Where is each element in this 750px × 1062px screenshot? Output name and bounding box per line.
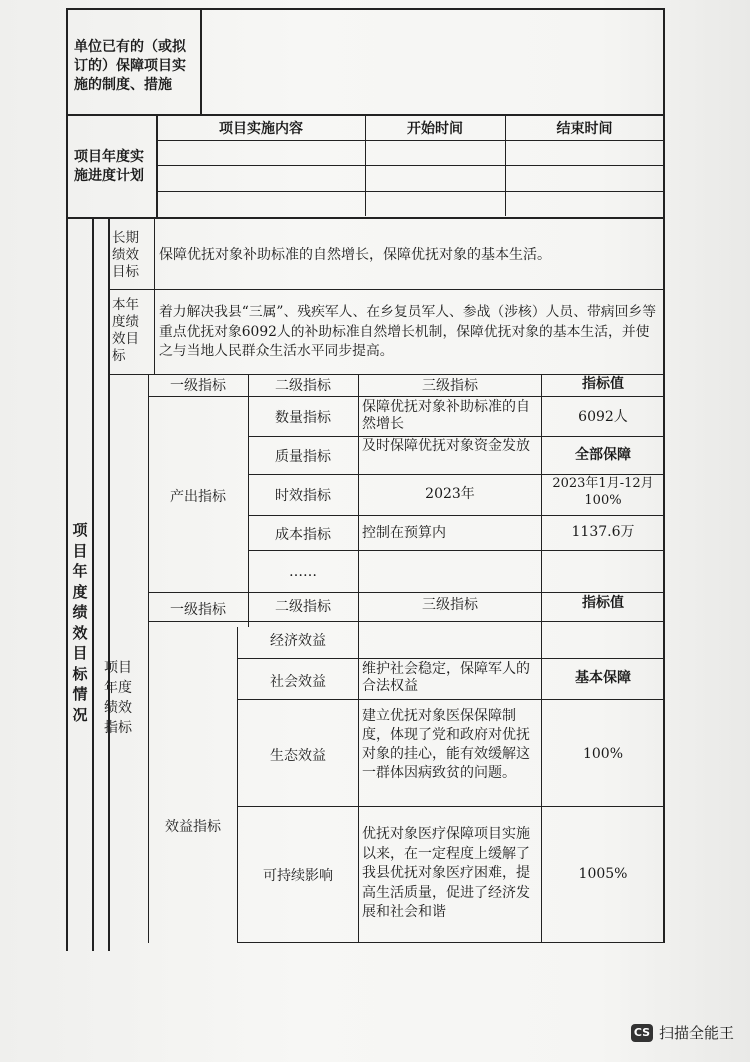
output-l3-0: 保障优抚对象补助标准的自然增长 [362,399,530,432]
output-l3-3: 控制在预算内 [362,525,446,541]
benefit-l3-1: 维护社会稳定，保障军人的合法权益 [362,661,530,694]
cs-logo-icon: CS [631,1024,653,1042]
scanner-watermark [631,1022,734,1043]
schedule-header-end: 结束时间 [556,121,613,137]
output-row-0-bottom [248,436,664,437]
output-value-0: 6092人 [578,409,628,425]
targets-divider-b [154,217,155,375]
frame-left-top [66,8,68,218]
benefit-row-0-bottom [237,658,664,659]
ind-col-4 [541,375,542,943]
targets-divider-a [108,217,110,951]
output-section-bottom [148,592,664,593]
benefit-l2-0: 经济效益 [270,633,326,649]
schedule-bottom [66,217,664,219]
benefit-l2-2: 生态效益 [270,748,326,764]
output-header-l2: 二级指标 [275,378,331,394]
annual-text: 着力解决我县“三属”、残疾军人、在乡复员军人、参战（涉核）人员、带病回乡等重点优抚对象6092人的补助标准自然增长机制，保障优抚对象的基本生活，并使之与当地人民群众生活水平同步提高。 [159,304,656,359]
output-l2-1: 质量指标 [275,449,331,465]
output-value-3: 1137.6万 [571,524,635,540]
output-header-l1: 一级指标 [170,378,226,394]
long-term-bottom [108,289,664,290]
schedule-header-content: 项目实施内容 [219,121,303,137]
output-l2-2: 时效指标 [275,488,331,504]
benefit-header-l1: 一级指标 [170,602,226,618]
frame-top [66,8,664,10]
benefit-l3-3: 优抚对象医疗保障项目实施以来，在一定程度上缓解了我县优抚对象医疗困难，提高生活质量，促进了经济发展和社会和谐 [362,826,530,920]
output-level1: 产出指标 [170,489,226,505]
benefit-row-3-bottom [237,942,664,943]
output-value-1: 全部保障 [575,447,631,463]
long-term-text: 保障优抚对象补助标准的自然增长，保障优抚对象的基本生活。 [159,247,551,263]
targets-section-label: 项目年度绩效目标情况 [72,521,88,724]
measures-label: 单位已有的（或拟订的）保障项目实施的制度、措施 [74,39,186,93]
benefit-value-1: 基本保障 [575,670,631,686]
benefit-value-2: 100% [582,746,624,762]
indicator-col-1 [148,375,149,943]
watermark-text: 扫描全能王 [658,1024,734,1042]
frame-right [663,8,665,943]
output-l2-3: 成本指标 [275,527,331,543]
ind-col-3 [358,375,359,943]
benefit-level1: 效益指标 [165,819,221,835]
targets-left [66,217,68,951]
output-header-l3: 三级指标 [422,378,478,394]
ind-col-2a [248,375,249,627]
output-l3-1: 及时保障优抚对象资金发放 [362,438,530,454]
schedule-row-1 [156,140,664,141]
long-term-label: 长期绩效目标 [112,230,139,280]
output-l2-4: …… [289,564,317,580]
benefit-header-bottom [148,621,664,622]
benefit-header-l2: 二级指标 [275,599,331,615]
ind-header-bottom [148,396,664,397]
annual-label: 本年度绩效目标 [112,297,139,364]
benefit-l2-1: 社会效益 [270,674,326,690]
schedule-header-start: 开始时间 [407,121,463,137]
indicator-label: 项目年度绩效指标 [104,660,132,736]
output-row-3-bottom [248,550,664,551]
output-l2-0: 数量指标 [275,410,331,426]
output-l3-2: 2023年 [425,486,475,502]
benefit-value-3: 1005% [578,866,628,882]
output-value-2: 2023年1月-12月 100% [552,476,654,508]
measures-divider [200,8,202,114]
benefit-l3-2: 建立优抚对象医保保障制度，体现了党和政府对优抚对象的挂心，能有效缓解这一群体因病致贫的问题。 [362,708,530,781]
schedule-row-3 [156,191,664,192]
schedule-row-2 [156,165,664,166]
benefit-header-value: 指标值 [582,595,624,611]
ind-col-2b [237,627,238,943]
benefit-header-l3: 三级指标 [422,597,478,613]
benefit-row-2-bottom [237,806,664,807]
output-header-value: 指标值 [582,376,624,392]
schedule-label: 项目年度实施进度计划 [74,149,144,184]
benefit-row-1-bottom [237,699,664,700]
benefit-l2-3: 可持续影响 [263,868,333,884]
targets-divider-inner [92,217,94,951]
output-row-2-bottom [248,515,664,516]
